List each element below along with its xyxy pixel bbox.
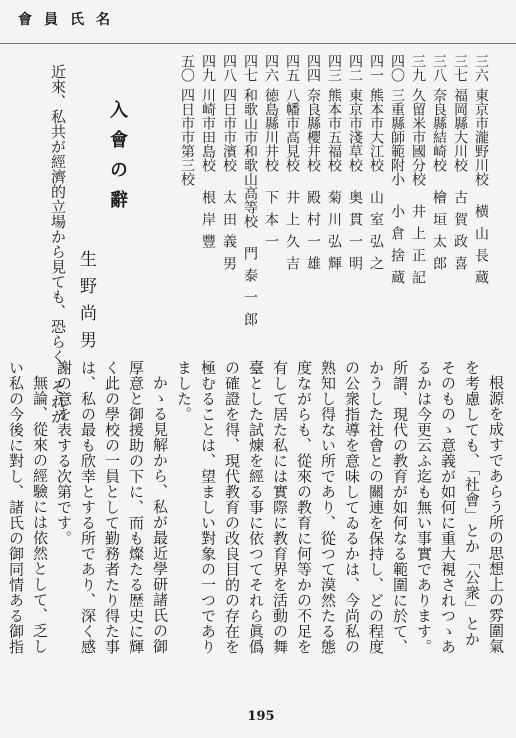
member-number: 三七 bbox=[452, 54, 468, 82]
page-number: 195 bbox=[247, 709, 275, 724]
body-paragraph: かゝる見解から、私が最近學研諸氏の御厚意と御援助の下に、而も燦たる歴史に輝く此の學校の一員として勤務者たり得た事は、私の最も欣幸とする所であり、深く感謝の意を表する次第です。 bbox=[55, 360, 169, 655]
member-name: 井上久吉 bbox=[284, 190, 300, 278]
member-name: 根岸豐 bbox=[200, 190, 216, 256]
member-school: 久留米市國分校 bbox=[410, 88, 426, 186]
member-number: 四四 bbox=[305, 54, 321, 82]
member-school: 熊本市大江校 bbox=[368, 88, 384, 172]
member-school: 福岡縣大川校 bbox=[452, 88, 468, 172]
member-school: 三重縣師範附小 bbox=[389, 88, 405, 186]
member-number: 四六 bbox=[263, 54, 279, 82]
body-paragraph: 無論、從來の經驗には依然として、乏しい私の今後に對し、諸氏の御同情ある御指 bbox=[7, 360, 49, 655]
member-name: 山室弘之 bbox=[368, 190, 384, 278]
member-number: 三八 bbox=[431, 54, 447, 82]
intro-line: 近來、私共が經濟的立場から見ても、恐らく、それが bbox=[49, 64, 67, 424]
member-school: 徳島縣川井校 bbox=[263, 88, 279, 172]
author-name: 生野尚男 bbox=[76, 250, 96, 358]
member-number: 四五 bbox=[284, 54, 300, 82]
member-name: 門泰一郎 bbox=[242, 246, 258, 334]
member-school: 四日市市濱校 bbox=[221, 88, 237, 172]
member-number: 四一 bbox=[368, 54, 384, 82]
member-number: 四七 bbox=[242, 54, 258, 82]
member-name: 菊川弘輝 bbox=[326, 190, 342, 278]
header-divider bbox=[0, 43, 516, 44]
member-number: 四二 bbox=[347, 54, 363, 82]
member-name: 古賀政喜 bbox=[452, 190, 468, 278]
member-name: 下本一 bbox=[263, 190, 279, 256]
member-school: 四日市市第三校 bbox=[179, 88, 195, 186]
member-name: 奥貫一明 bbox=[347, 190, 363, 278]
member-name: 井上正記 bbox=[410, 204, 426, 292]
section-title: 入會の辭 bbox=[107, 100, 128, 220]
member-school: 奈良縣結崎校 bbox=[431, 88, 447, 172]
section-header: 會員氏名 bbox=[18, 12, 122, 28]
member-school: 熊本市五福校 bbox=[326, 88, 342, 172]
member-school: 和歌山市和歌山高等校 bbox=[242, 88, 258, 228]
body-text bbox=[7, 360, 508, 660]
member-name: 小倉捨蔵 bbox=[389, 204, 405, 292]
member-number: 三六 bbox=[473, 54, 489, 82]
member-name: 横山長蔵 bbox=[473, 204, 489, 292]
member-number: 四八 bbox=[221, 54, 237, 82]
body-paragraph: 根源を成すであらう所の思想上の雰圍氣を考慮しても、「社會」とか「公衆」とかそのものゝ意義が如何に重大視されつゝあるかは今更云ふ迄も無い事實であります。所謂、現代の教育が如何なる範圍に於て、かうした社會との關連を保持し、どの程度の公衆指導を意味してゐるかは、今尚私の熟知し得ない所であり、從つて漠然たる態度ながらも、從來の教育に何等かの不足を有して居た私には實際に教育界を活動の舞臺とした試煉を經る事に依つてそれら眞僞の確證を得、現代教育の改良目的の存在を極むることは、望ましい對象の一つでありました。 bbox=[175, 360, 505, 655]
member-number: 四三 bbox=[326, 54, 342, 82]
member-school: 東京市瀧野川校 bbox=[473, 88, 489, 186]
member-school: 八幡市高見校 bbox=[284, 88, 300, 172]
member-name: 檜垣太郎 bbox=[431, 190, 447, 278]
member-number: 四〇 bbox=[389, 54, 405, 82]
member-school: 東京市淺草校 bbox=[347, 88, 363, 172]
member-number: 四九 bbox=[200, 54, 216, 82]
member-name: 殿村一雄 bbox=[305, 190, 321, 278]
member-name: 太田義男 bbox=[221, 190, 237, 278]
member-school: 川崎市田島校 bbox=[200, 88, 216, 172]
member-school: 奈良縣櫻井校 bbox=[305, 88, 321, 172]
member-number: 三九 bbox=[410, 54, 426, 82]
member-number: 五〇 bbox=[179, 54, 195, 82]
